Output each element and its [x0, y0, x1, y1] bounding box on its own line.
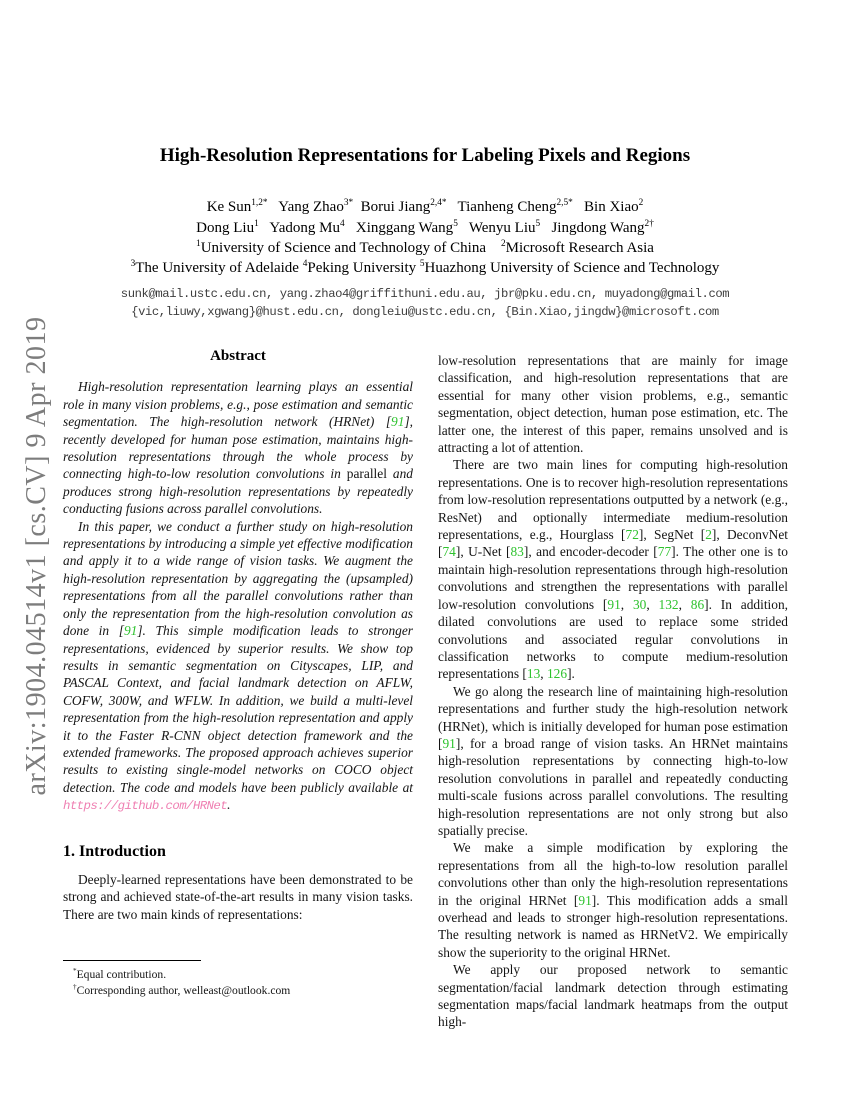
text-run: ], recently developed for human pose estimation, maintains high-resolution representations through the whole process by connecting high-to-low resolution convolutions in: [63, 414, 413, 482]
email-line-1: sunk@mail.ustc.edu.cn, yang.zhao4@griffithuni.edu.au, jbr@pku.edu.cn, muyadong@gmail.com: [120, 287, 730, 301]
text-run: [486, 240, 501, 256]
abstract-paragraph: [63, 378, 413, 517]
text-run: We apply our proposed network to semantic segmentation/facial landmark detection through estimating segmentation maps/facial landmark heatmaps from the output high-: [438, 962, 788, 1030]
superscript-marker: 2,5*: [556, 198, 573, 208]
text-run: ], U-Net [: [455, 544, 511, 560]
citation-link[interactable]: 132: [658, 596, 679, 612]
text-run: ]. This simple modification leads to stronger representations, evidenced by superior results. We show top results in semantic segmentation on Cityscapes, LIP, and PASCAL Context, and facial landmark detection on AFLW, COFW, 300W, and WFLW. In addition, we build a multi-level representation from the high-resolution representation and apply it to the Faster R-CNN object detection framework and the extended frameworks. The proposed approach achieves superior results to existing single-model networks on COCO object detection. The code and models have been publicly available at: [63, 623, 413, 795]
text-run: Huazhong University of Science and Technology: [424, 259, 720, 276]
superscript-marker: †: [73, 982, 77, 991]
text-run: ], DeconvNet [: [438, 527, 788, 560]
text-run: Peking University: [307, 259, 420, 276]
text-run: In this paper, we conduct a further study on high-resolution representations by introducing a simple yet effective modification and apply it to a wide range of vision tasks. We augment the high-resolution representation by aggregating the (upsampled) representations from all the parallel convolutions rather than only the representation from the high-resolution convolution as done in [: [63, 518, 413, 639]
text-run: ].: [567, 666, 575, 682]
superscript-marker: 2,4*: [430, 198, 447, 208]
right-column: [438, 352, 788, 1031]
email-line-2: {vic,liuwy,xgwang}@hust.edu.cn, dongleiu@ustc.edu.cn, {Bin.Xiao,jingdw}@microsoft.com: [131, 305, 719, 319]
footnote-corresponding-author: [63, 983, 413, 999]
text-run: The University of Adelaide: [135, 259, 303, 276]
superscript-marker: 5: [453, 219, 458, 229]
text-run: ,: [678, 596, 691, 612]
citation-link[interactable]: 74: [442, 544, 456, 560]
institution-line-2: [55, 259, 795, 279]
superscript-marker: 4: [302, 258, 308, 269]
text-run: ]. In addition, dilated convolutions are used to replace some strided convolutions and associated regular convolutions in classification networks to compute medium-resolution representations [: [438, 596, 788, 682]
section-heading-introduction: 1. Introduction: [63, 842, 166, 860]
paper-header: [55, 145, 795, 321]
footnotes: [63, 960, 413, 998]
citation-link[interactable]: 126: [546, 666, 568, 682]
text-run: low-resolution representations that are mainly for image classification, and high-resolution representations that are essential for many other vision problems, e.g., semantic segmentation, object detection, human pose estimation, etc. The latter one, the interest of this paper, remains unsolved and is attracting a lot of attention.: [438, 353, 788, 456]
text-run: Tianheng Cheng: [446, 199, 557, 215]
code-url-link[interactable]: https://github.com/HRNet: [63, 799, 228, 814]
text-run: Microsoft Research Asia: [505, 240, 654, 256]
body-paragraph: [438, 456, 788, 682]
paper-title: High-Resolution Representations for Labeling Pixels and Regions: [159, 145, 691, 166]
superscript-marker: 3: [130, 258, 136, 269]
body-paragraph: [438, 839, 788, 961]
author-line-1: [55, 197, 795, 218]
text-run: University of Science and Technology of China: [200, 240, 486, 256]
citation-link[interactable]: 91: [578, 892, 592, 908]
text-run: Wenyu Liu: [457, 220, 536, 236]
superscript-marker: 3*: [343, 198, 354, 208]
footnote-equal-contribution: [63, 967, 413, 983]
footnote-divider: [63, 960, 201, 961]
citation-link[interactable]: 72: [625, 527, 639, 543]
text-run: Yang Zhao: [267, 199, 344, 215]
intro-paragraph: [63, 871, 413, 923]
citation-link[interactable]: 2: [705, 527, 712, 543]
text-run: Deeply-learned representations have been demonstrated to be strong and achieved state-of-the-art results in many vision tasks. There are two main kinds of representations:: [63, 871, 413, 922]
body-paragraph: [438, 352, 788, 456]
text-run: ], and encoder-decoder [: [523, 544, 658, 560]
superscript-marker: 2: [638, 198, 644, 208]
superscript-marker: 1: [196, 239, 201, 249]
superscript-marker: *: [73, 967, 77, 976]
citation-link[interactable]: 86: [690, 596, 705, 612]
citation-link[interactable]: 91: [607, 596, 621, 612]
text-run: ]. The other one is to maintain high-resolution representations through high-resolution convolutions and strengthen the representations with parallel low-resolution convolutions [: [438, 544, 788, 612]
text-run: Ke Sun: [206, 199, 252, 215]
citation-link[interactable]: 91: [391, 414, 405, 430]
text-run: We go along the research line of maintaining high-resolution representations and further study the high-resolution network (HRNet), which is initially developed for human pose estimation [: [438, 683, 788, 751]
citation-link[interactable]: 91: [442, 735, 456, 751]
text-run: Jingdong Wang: [540, 220, 645, 236]
text-run: ,: [646, 596, 659, 612]
superscript-marker: 2†: [644, 219, 654, 229]
citation-link[interactable]: 83: [510, 544, 524, 560]
text-run-upright: parallel: [346, 466, 387, 482]
body-paragraph: [438, 961, 788, 1031]
text-run: ], for a broad range of vision tasks. An HRNet maintains high-resolution representations by connecting high-to-low resolution convolutions in parallel and repeatedly conducting multi-scale fusions across parallel convolutions. The resulting high-resolution representations are not only strong but also spatially precise.: [438, 735, 788, 838]
text-run: Xinggang Wang: [344, 220, 454, 236]
text-run: Corresponding author, welleast@outlook.com: [76, 983, 291, 997]
abstract-body: [63, 378, 413, 815]
abstract-heading: Abstract: [210, 348, 266, 364]
superscript-marker: 5: [535, 219, 541, 229]
superscript-marker: 5: [419, 258, 425, 269]
author-line-2: [55, 218, 795, 239]
text-run: Borui Jiang: [353, 199, 431, 215]
citation-link[interactable]: 91: [123, 623, 138, 639]
text-run: High-resolution representation learning plays an essential role in many vision problems, e.g., pose estimation and semantic segmentation. The high-resolution network (HRNet) [: [63, 379, 413, 430]
text-run: Bin Xiao: [572, 199, 639, 215]
text-run: We make a simple modification by exploring the representations from all the high-to-low resolution parallel convolutions other than only the high-resolution representations in the original HRNet [: [438, 840, 788, 908]
text-run: Dong Liu: [196, 220, 255, 236]
citation-link[interactable]: 77: [657, 544, 672, 560]
text-run: Equal contribution.: [76, 968, 167, 981]
superscript-marker: 4: [340, 219, 345, 229]
text-run: .: [227, 797, 231, 813]
superscript-marker: 1: [254, 219, 259, 229]
text-run: and produces strong high-resolution representations by repeatedly conducting fusions across parallel convolutions.: [63, 466, 413, 517]
citation-link[interactable]: 30: [632, 596, 647, 612]
institution-line-1: [55, 239, 795, 259]
abstract-paragraph: [63, 518, 413, 816]
arxiv-stamp: arXiv:1904.04514v1 [cs.CV] 9 Apr 2019: [21, 316, 52, 796]
body-paragraph: [438, 683, 788, 840]
text-run: ,: [540, 666, 547, 682]
author-emails: [55, 285, 795, 321]
superscript-marker: 2: [500, 239, 506, 249]
superscript-marker: 1,2*: [251, 198, 268, 208]
text-run: There are two main lines for computing high-resolution representations. One is to recover high-resolution representations from low-resolution representations outputted by a network (e.g., ResNet) and optionally intermediate medium-resolution representations, e.g., Hourglass [: [438, 457, 788, 543]
citation-link[interactable]: 13: [526, 666, 541, 682]
text-run: ]. This modification adds a small overhead and leads to stronger high-resolution representations. The resulting network is named as HRNetV2. We empirically show the superiority to the original HRNet.: [438, 892, 788, 960]
left-column: [63, 348, 413, 1018]
text-run: ,: [620, 596, 633, 612]
text-run: Yadong Mu: [258, 220, 341, 236]
text-run: ], SegNet [: [638, 527, 706, 543]
